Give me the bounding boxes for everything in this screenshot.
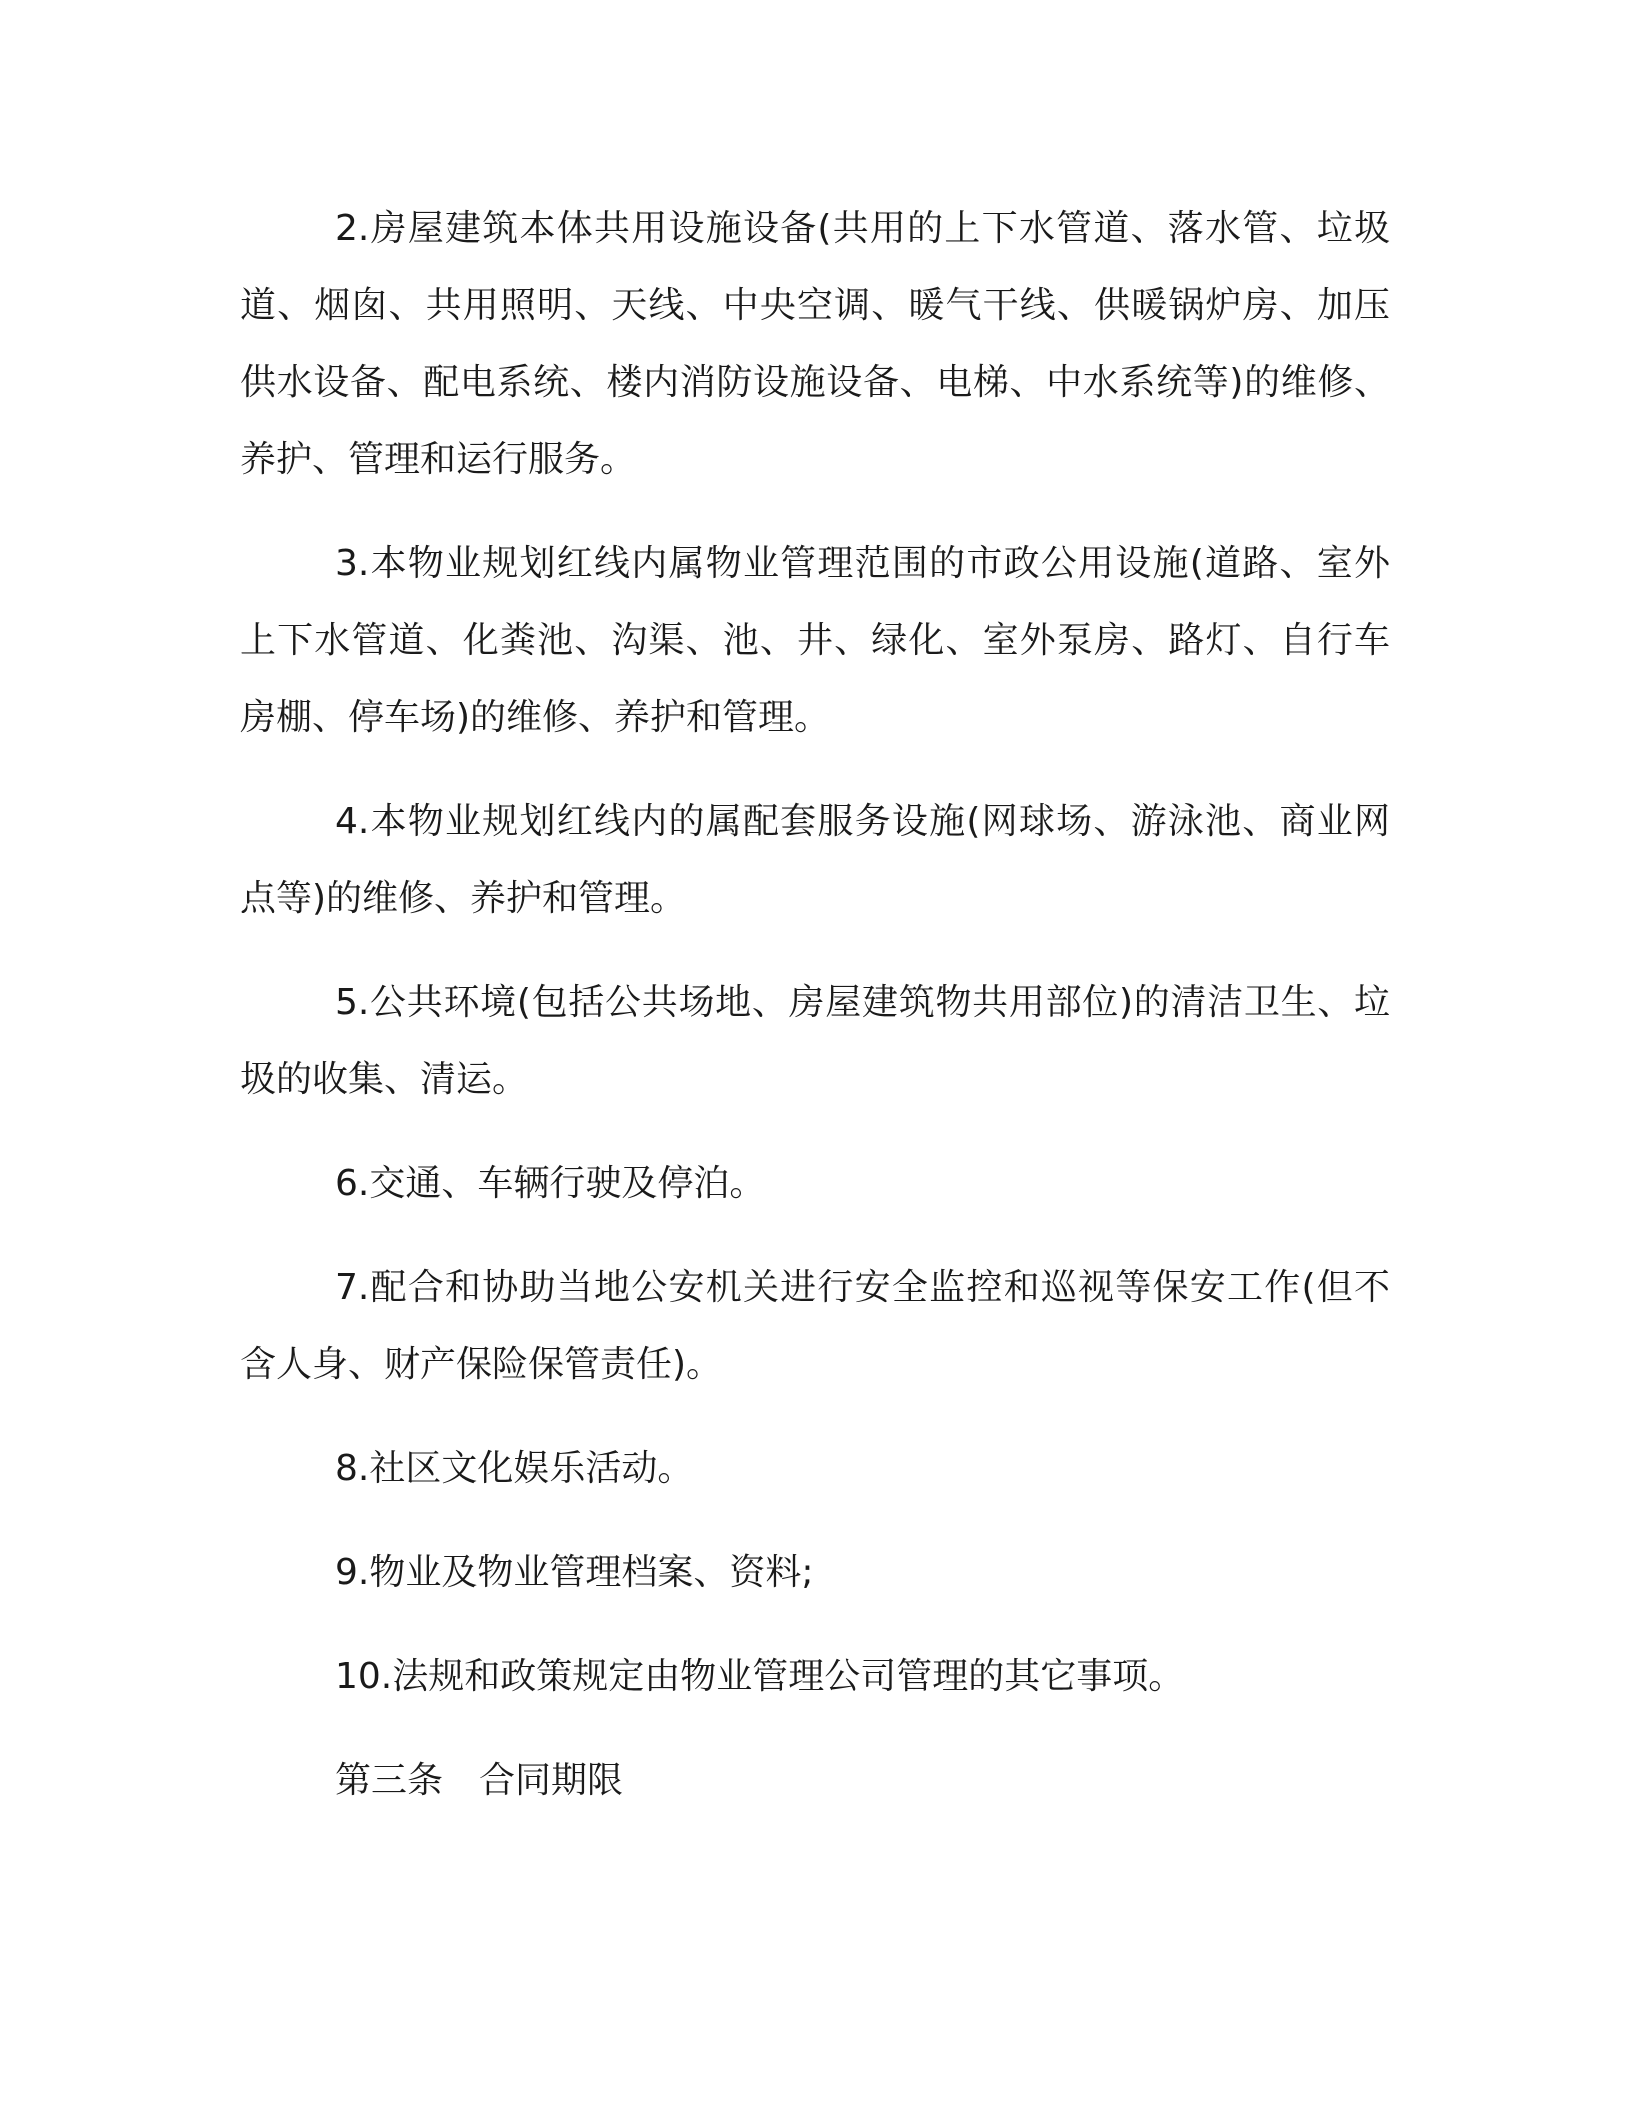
section-heading: 第三条 合同期限 — [335, 1760, 624, 1801]
paragraph-item-4: 4.本物业规划红线内的属配套服务设施(网球场、游泳池、商业网点等)的维修、养护和管理。 — [240, 801, 1390, 919]
document-body — [240, 190, 1390, 1819]
paragraph-item-3: 3.本物业规划红线内属物业管理范围的市政公用设施(道路、室外上下水管道、化粪池、沟渠、池、井、绿化、室外泵房、路灯、自行车房棚、停车场)的维修、养护和管理。 — [240, 543, 1390, 738]
paragraph-item-10: 10.法规和政策规定由物业管理公司管理的其它事项。 — [335, 1656, 1185, 1697]
paragraph-item-6: 6.交通、车辆行驶及停泊。 — [335, 1163, 766, 1204]
paragraph-item-2: 2.房屋建筑本体共用设施设备(共用的上下水管道、落水管、垃圾道、烟囱、共用照明、天线、中央空调、暖气干线、供暖锅炉房、加压供水设备、配电系统、楼内消防设施设备、电梯、中水系统等)的维修、养护、管理和运行服务。 — [240, 208, 1390, 480]
paragraph-item-5: 5.公共环境(包括公共场地、房屋建筑物共用部位)的清洁卫生、垃圾的收集、清运。 — [240, 982, 1390, 1100]
paragraph-item-9: 9.物业及物业管理档案、资料; — [335, 1552, 814, 1593]
paragraph-item-7: 7.配合和协助当地公安机关进行安全监控和巡视等保安工作(但不含人身、财产保险保管责任)。 — [240, 1267, 1390, 1385]
paragraph-item-8: 8.社区文化娱乐活动。 — [335, 1448, 694, 1489]
